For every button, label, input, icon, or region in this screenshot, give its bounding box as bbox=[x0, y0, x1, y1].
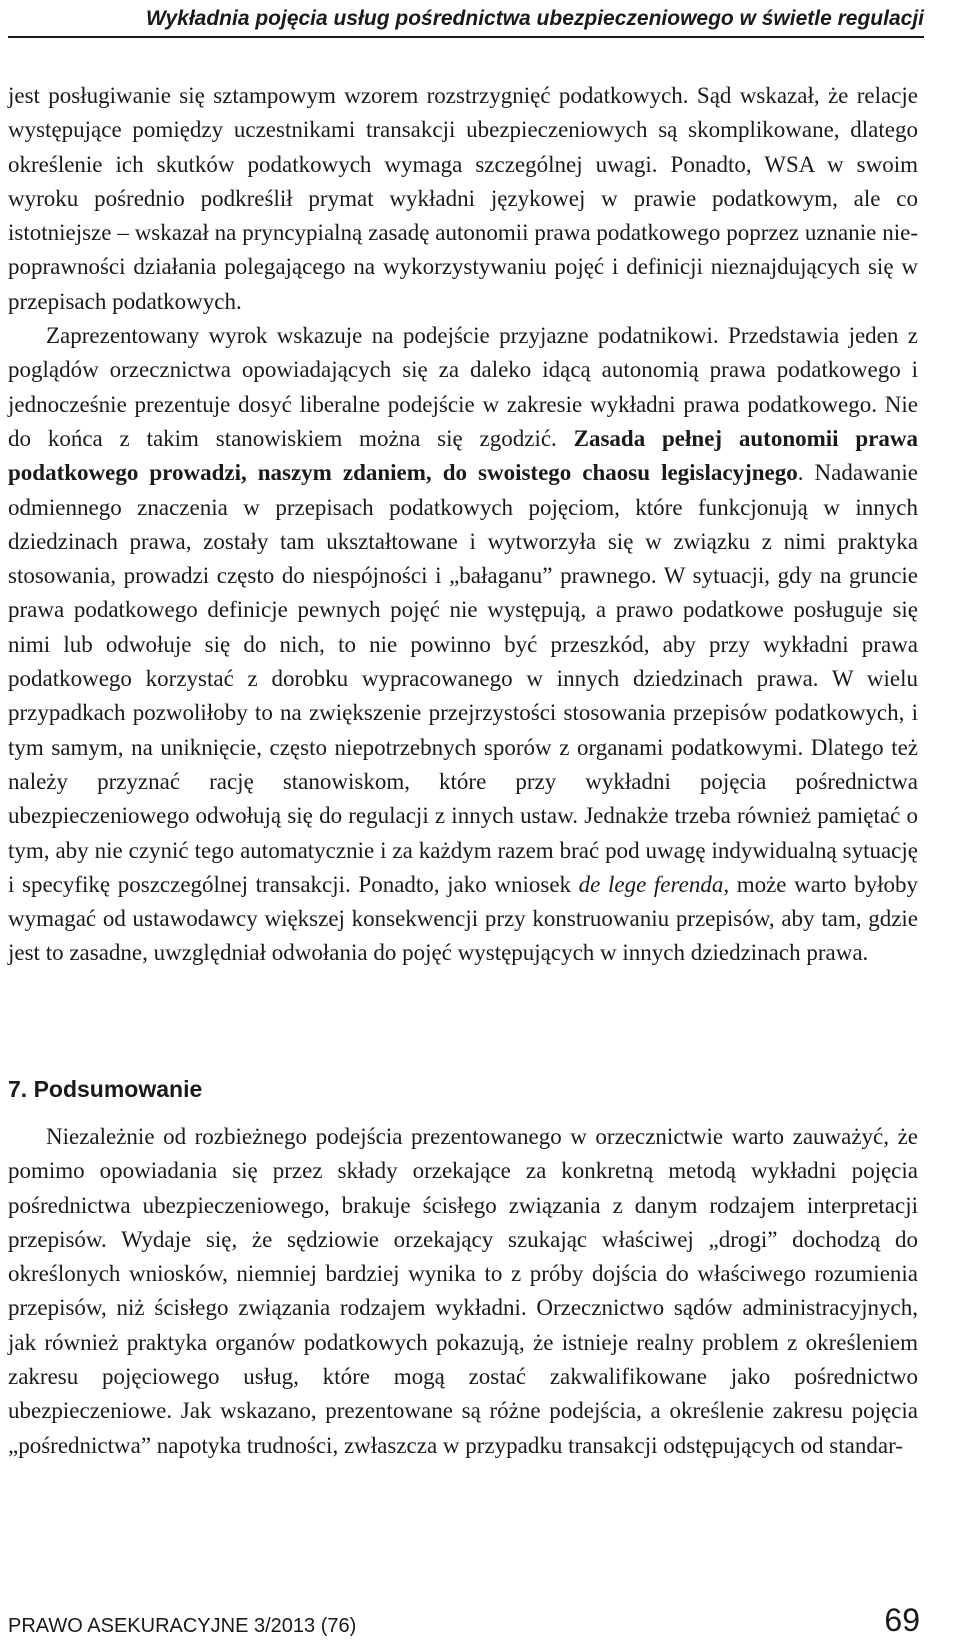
paragraph-text: . Nadawanie odmiennego znaczenia w przepisach podatkowych pojęciom, które funkcjonują w innych dziedzinach prawa, zostały tam ukształtowane i wytworzyła się w związku z nimi praktyka stosowania, prowadzi często do niespójności i „bałaganu” prawnego. W sytuacji, gdy na gruncie prawa podatkowego definicje pewnych pojęć nie występują, a prawo podatkowe posługuje się nimi lub odwołuje się do nich, to nie powinno być przeszkód, aby przy wykładni prawa podatkowego korzystać z dorobku wypracowanego w innych dziedzinach prawa. W wielu przypadkach pozwoliłoby to na zwiększenie przejrzystości stosowania przepisów podatkowych, i tym samym, na uniknięcie, często niepotrzebnych sporów z organami podatkowymi. Dlatego też należy przyznać rację stanowiskom, które przy wykładni pojęcia pośrednictwa ubezpieczeniowego odwołują się do regulacji z innych ustaw. Jednakże trzeba również pamiętać o tym, aby nie czynić tego automatycznie i za każdym razem brać pod uwagę indywidualną sytuację i specyfikę poszczególnej transakcji. Ponadto, jako wniosek bbox=[8, 460, 918, 897]
running-title: Wykładnia pojęcia usług pośrednictwa ubezpieczeniowego w świetle regulacji bbox=[146, 7, 924, 30]
running-header bbox=[8, 4, 924, 38]
page-number: 69 bbox=[884, 1602, 920, 1638]
bold-thesis: Zasada pełnej autonomii prawa podatkowego prowadzi, naszym zdaniem, do swoistego chaosu legislacyjnego bbox=[8, 425, 918, 486]
paragraph-text: może warto byłoby wymagać od ustawodawcy większej konsekwencji przy konstruowaniu przepisów, aby tam, gdzie jest to zasadne, uwzględniał odwołania do pojęć występujących w innych dziedzinach prawa. bbox=[8, 871, 918, 966]
paragraph-summary: Niezależnie od rozbieżnego podejścia prezentowanego w orzecznictwie warto zauważyć, że pomimo opowiadania się przez składy orzekające za konkretną metodą wykładni pojęcia pośrednictwa ubezpieczeniowego, brakuje ścisłego związania z danym rodzajem interpretacji przepisów. Wydaje się, że sędziowie orzekający szukając właściwej „drogi” dochodzą do określonych wniosków, niemniej bardziej wynika to z próby dojścia do właściwego rozumienia przepisów, niż ścisłego związania rodzajem wykładni. Orzecznictwo sądów administracyjnych, jak również praktyka organów podatkowych pokazują, że istnieje realny problem z określeniem zakresu pojęciowego usług, które mogą zostać zakwalifikowane jako pośrednictwo ubezpieczeniowe. Jak wskazano, prezentowane są różne podejścia, a określenie zakresu pojęcia „pośrednictwa” napotyka trudności, zwłaszcza w przypadku transakcji odstępujących od standar- bbox=[8, 1124, 918, 1458]
latin-phrase: de lege ferenda, bbox=[578, 871, 730, 897]
section-text-top bbox=[8, 79, 918, 971]
section-heading-summary: 7. Podsumowanie bbox=[8, 1076, 203, 1102]
section-text-summary bbox=[8, 1120, 918, 1463]
paragraph-judgment-assessment bbox=[8, 319, 918, 971]
paragraph-continuation: jest posługiwanie się sztampowym wzorem rozstrzygnięć podatkowych. Sąd wskazał, że relacje występujące pomiędzy uczestnikami transakcji ubezpieczeniowych są skomplikowane, dlatego określenie ich skutków podatkowych wymaga szczególnej uwagi. Ponadto, WSA w swoim wyroku pośrednio podkreślił prymat wykładni językowej w prawie podatkowym, ale co istotniejsze – wskazał na pryncypialną zasadę autonomii prawa podatkowego poprzez uznanie niepoprawności działania polegającego na wykorzystywaniu pojęć i definicji nieznajdujących się w przepisach podatkowych. bbox=[8, 83, 918, 314]
footer-journal-title: PRAWO ASEKURACYJNE 3/2013 (76) bbox=[8, 1615, 357, 1637]
paragraph-text: Zaprezentowany wyrok wskazuje na podejście przyjazne podatnikowi. Przedstawia jeden z poglądów orzecznictwa opowiadających się za daleko idącą autonomią prawa podatkowego i jednocześnie prezentuje dosyć liberalne podejście w zakresie wykładni prawa podatkowego. Nie do końca z takim stanowiskiem można się zgodzić. bbox=[8, 323, 918, 451]
